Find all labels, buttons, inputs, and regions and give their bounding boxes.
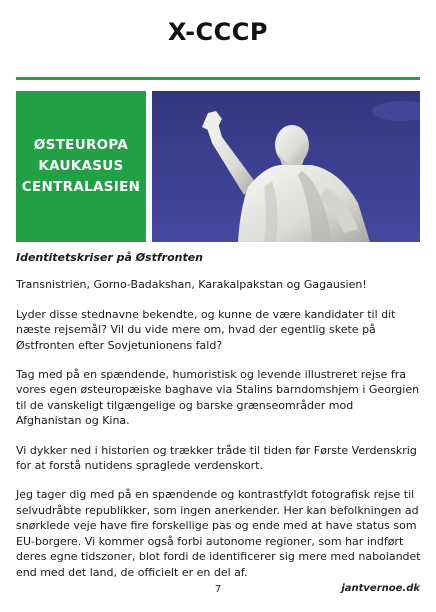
article-paragraph-3: Tag med på en spændende, humoristisk og levende illustreret rejse fra vores egen østeuropæiske baghave via Stalins barndomshjem i Georgien til de vanskeligt tilgængelige og barske grænseområder mod Afghanistan og Kina. <box>16 368 420 428</box>
region-box <box>16 91 146 242</box>
article-body <box>16 250 422 594</box>
website-link[interactable]: jantvernoe.dk <box>341 583 420 594</box>
article-paragraph-1: Transnistrien, Gorno-Badakshan, Karakalpakstan og Gagausien! <box>16 278 367 292</box>
article-subheading: Identitetskriser på Østfronten <box>16 251 204 264</box>
page-number: 7 <box>214 584 222 595</box>
statue-photo <box>152 91 420 242</box>
region-line-2: KAUKASUS <box>38 158 124 174</box>
page-title: X-CCCP <box>168 18 268 46</box>
region-line-1: ØSTEUROPA <box>33 137 129 153</box>
region-line-3: CENTRALASIEN <box>21 179 141 195</box>
article-paragraph-5: Jeg tager dig med på en spændende og kontrastfyldt fotografisk rejse til selvudråbte republikker, som ingen anerkender. Her kan befolkningen ad snørklede veje have fire forskellige pas og ende med at have status som EU-borgere. Vi kommer også forbi autonome regioner, som har indført deres egne tidszoner, blot fordi de identificerer sig mere med nabolandet end med det land, de officielt er en del af. <box>16 488 421 579</box>
divider-rule <box>16 77 420 80</box>
article-paragraph-2: Lyder disse stednavne bekendte, og kunne de være kandidater til dit næste rejsemål? Vil du vide mere om, hvad der egentlig skete på Østfronten efter Sovjetunionens fald? <box>16 307 396 352</box>
article-paragraph-4: Vi dykker ned i historien og trækker tråde til tiden før Første Verdenskrig for at forstå nutidens spraglede verdenskort. <box>16 443 417 473</box>
lenin-statue-image <box>152 91 420 242</box>
